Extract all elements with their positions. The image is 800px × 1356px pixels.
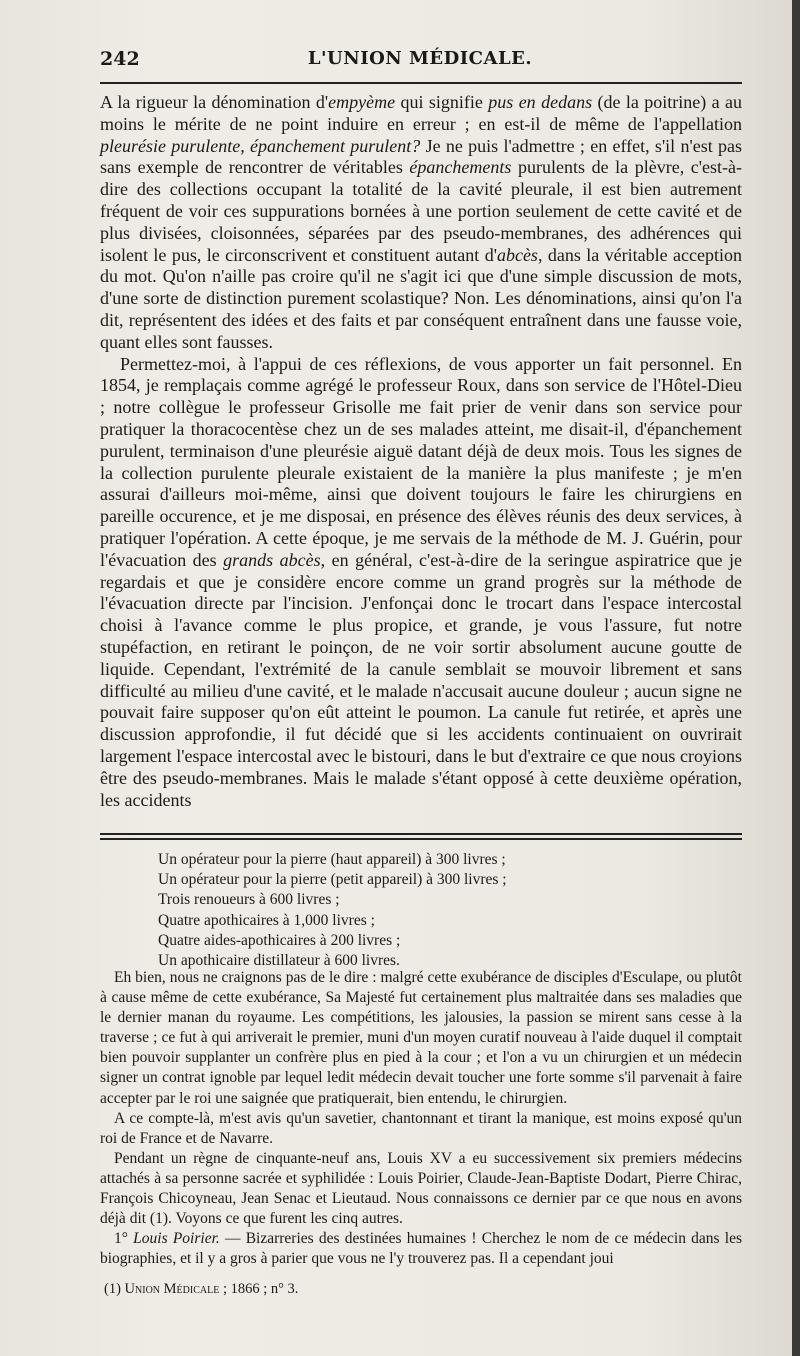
page-edge xyxy=(792,0,800,1356)
separator-rule-top xyxy=(100,833,742,835)
header-rule xyxy=(100,82,742,84)
article-paragraph-1: A la rigueur la dénomination d'empyème qui signifie pus en dedans (de la poitrine) a au moins le mérite de ne point induire en erreur ; en est-il de même de l'appellation pleurésie purulente, épanchement purulent? Je ne puis l'admettre ; en effet, s'il n'est pas sans exemple de rencontrer de véritables épanchements purulents de la plèvre, c'est-à-dire des collections occupant la totalité de la cavité pleurale, il est bien autrement fréquent de voir ces suppurations bornées à une portion seulement de cette cavité et de plus divisées, cloisonnées, séparées par des pseudo-membranes, des adhérences qui isolent le pus, le circonscrivent et constituent autant d'abcès, dans la véritable acception du mot. Qu'on n'aille pas croire qu'il ne s'agit ici que d'une simple discussion de mots, d'une sorte de distinction purement scolastique? Non. Les dénominations, ainsi qu'on l'a dit, représentent des idées et des faits et par conséquent entraînent dans une fausse voie, quant elles sont fausses. xyxy=(100,92,742,352)
separator-rule-bottom xyxy=(100,838,742,840)
feuilleton-paragraph-2: A ce compte-là, m'est avis qu'un savetier, chantonnant et tirant la manique, est moins exposé qu'un roi de France et de Navarre. xyxy=(100,1109,742,1147)
list-item: Quatre aides-apothicaires à 200 livres ; xyxy=(158,931,401,949)
feuilleton-paragraph-1: Eh bien, nous ne craignons pas de le dire : malgré cette exubérance de disciples d'Esculape, ou plutôt à cause même de cette exubérance, Sa Majesté fut certainement plus maltraitée dans ses maladies que le dernier manan du royaume. Les compétitions, les jalousies, la passion se mirent sans cesse à la traverse ; ce fut à qui arriverait le premier, muni d'un moyen curatif nouveau à l'aide duquel il comptait bien pouvoir supplanter un confrère plus en pied à la cour ; et l'on a vu un chirurgien et un médecin signer un contrat ignoble par lequel ledit médecin devait toucher une forte somme s'il parvenait à faire accepter par le roi une saignée que pratiquerait, bien entendu, le chirurgien. xyxy=(100,969,742,1107)
list-item: Trois renoueurs à 600 livres ; xyxy=(158,891,340,909)
page-number: 242 xyxy=(100,48,140,70)
footnote: (1) Union Médicale ; 1866 ; n° 3. xyxy=(104,1281,299,1297)
article-body xyxy=(100,92,742,811)
list-item: Quatre apothicaires à 1,000 livres ; xyxy=(158,911,375,929)
list-item: Un opérateur pour la pierre (petit appareil) à 300 livres ; xyxy=(158,871,507,889)
list-item: Un apothicaire distillateur à 600 livres. xyxy=(158,952,400,970)
page-header xyxy=(100,48,740,78)
list-item: Un opérateur pour la pierre (haut appareil) à 300 livres ; xyxy=(158,851,506,868)
salary-list xyxy=(158,850,718,971)
feuilleton-body xyxy=(100,968,742,1269)
feuilleton-paragraph-3: Pendant un règne de cinquante-neuf ans, Louis XV a eu successivement six premiers médecins attachés à sa personne sacrée et syphilidée : Louis Poirier, Claude-Jean-Baptiste Dodart, Pierre Chirac, François Chicoyneau, Jean Senac et Lieutaud. Nous connaissons ce dernier par ce que nous en avons déjà dit (1). Voyons ce que furent les cinq autres. xyxy=(100,1149,742,1228)
journal-title: L'UNION MÉDICALE. xyxy=(307,48,533,69)
article-paragraph-2: Permettez-moi, à l'appui de ces réflexions, de vous apporter un fait personnel. En 1854, je remplaçais comme agrégé le professeur Roux, dans son service de l'Hôtel-Dieu ; notre collègue le professeur Grisolle me fait prier de venir dans son service pour pratiquer la thoracocentèse chez un de ses malades atteint, me disait-il, d'épanchement purulent, terminaison d'une pleurésie aiguë datant déjà de deux mois. Tous les signes de la collection purulente pleurale existaient de la manière la plus manifeste ; je m'en assurai d'ailleurs moi-même, ainsi que doivent toujours le faire les chirurgiens en pareille occurence, et je me disposai, en présence des élèves réunis des deux services, à pratiquer l'opération. A cette époque, je me servais de la méthode de M. J. Guérin, pour l'évacuation des grands abcès, en général, c'est-à-dire de la seringue aspiratrice que je regardais et que je considère encore comme un grand progrès sur la méthode de l'évacuation directe par l'incision. J'enfonçai donc le trocart dans l'espace intercostal choisi à l'avance comme le plus propice, et grande, je vous l'assure, fut notre stupéfaction, en retirant le poinçon, de ne voir sortir absolument aucune goutte de liquide. Cependant, l'extrémité de la canule semblait se mouvoir librement et sans difficulté au milieu d'une cavité, et le malade n'accusait aucune douleur ; aucun signe ne pouvait faire supposer qu'on eût atteint le poumon. La canule fut retirée, et après une discussion approfondie, il fut décidé que si les accidents continuaient on ouvrirait largement l'espace intercostal avec le bistouri, dans le but d'extraire ce que nous croyions être des pseudo-membranes. Mais le malade s'étant opposé à cette deuxième opération, les accidents xyxy=(100,353,742,810)
feuilleton-paragraph-4: 1° Louis Poirier. — Bizarreries des destinées humaines ! Cherchez le nom de ce médecin dans les biographies, et il y a gros à parier que vous ne l'y trouverez pas. Il a cependant joui xyxy=(100,1230,743,1268)
